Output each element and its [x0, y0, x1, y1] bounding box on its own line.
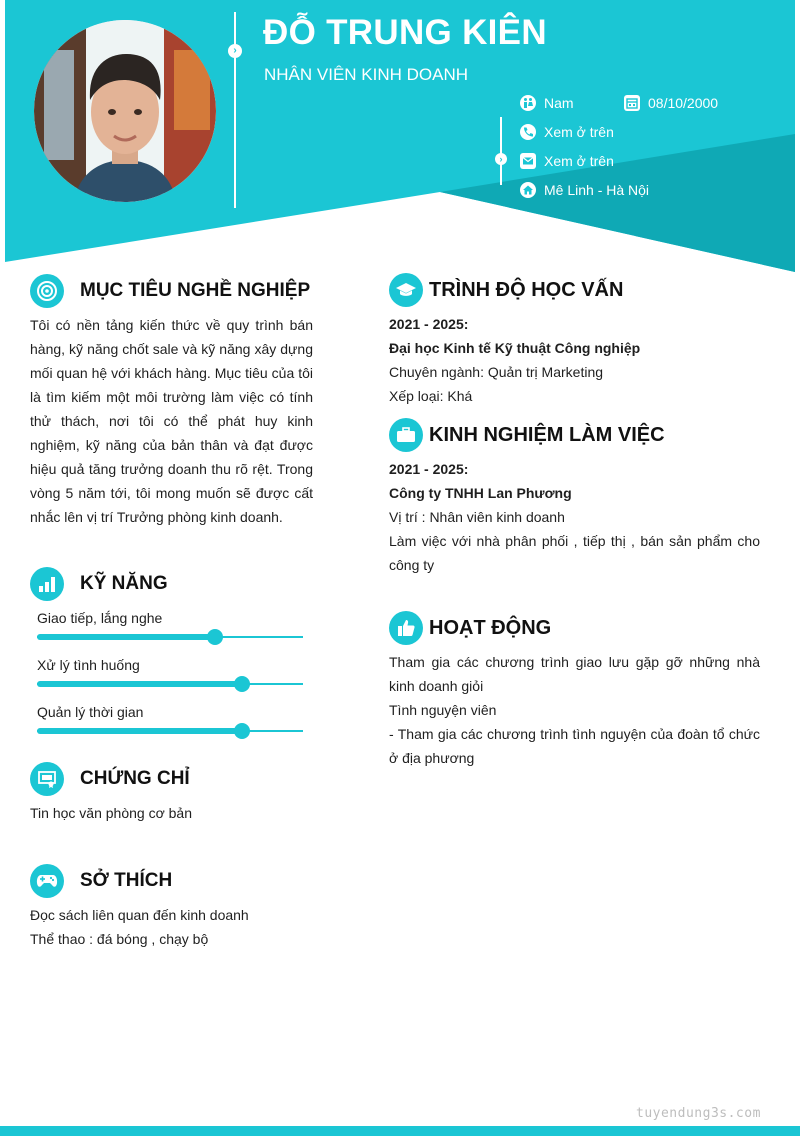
- school-name: Đại học Kinh tế Kỹ thuật Công nghiệp: [389, 340, 641, 356]
- phone-icon: [520, 124, 536, 140]
- chevron-right-icon: ›: [495, 153, 507, 165]
- skill-bar-knob: [234, 676, 250, 692]
- briefcase-icon: [389, 418, 423, 452]
- home-icon: [520, 182, 536, 198]
- activities-heading: [389, 611, 551, 645]
- certificate-icon: [30, 762, 64, 796]
- birthday-value: 08/10/2000: [648, 95, 719, 111]
- phone-value: Xem ở trên: [544, 124, 614, 140]
- target-icon: [30, 274, 64, 308]
- contact-divider: [500, 117, 502, 185]
- job-title: NHÂN VIÊN KINH DOANH: [264, 65, 469, 84]
- certificates-title: CHỨNG CHỈ: [80, 768, 190, 789]
- header-banner: [0, 0, 800, 275]
- calendar-icon: [624, 95, 640, 111]
- activities-list: [389, 650, 760, 770]
- hobby-item: Thể thao : đá bóng , chạy bộ: [30, 931, 209, 947]
- phone-info: [520, 124, 614, 140]
- skills-heading: [30, 567, 168, 601]
- skill-bar: [37, 636, 303, 638]
- email-info: [520, 153, 614, 169]
- job-position: Vị trí : Nhân viên kinh doanh: [389, 509, 565, 525]
- experience-heading: [389, 418, 665, 452]
- skill-bar-knob: [207, 629, 223, 645]
- watermark: tuyendung3s.com: [636, 1106, 761, 1121]
- experience-details: [389, 457, 760, 577]
- skill-label: Giao tiếp, lắng nghe: [37, 610, 163, 626]
- skill-bar: [37, 683, 303, 685]
- skill-bar-fill: [37, 681, 242, 687]
- hobbies-list: [30, 903, 249, 951]
- header-divider: [234, 12, 236, 208]
- objective-heading: [30, 274, 310, 308]
- avatar: [34, 20, 216, 202]
- birthday-info: [624, 95, 718, 111]
- email-value: Xem ở trên: [544, 153, 614, 169]
- education-heading: [389, 273, 623, 307]
- envelope-icon: [520, 153, 536, 169]
- certificate-item: Tin học văn phòng cơ bản: [30, 805, 192, 821]
- objective-title: MỤC TIÊU NGHỀ NGHIỆP: [80, 280, 311, 301]
- experience-period: 2021 - 2025:: [389, 461, 469, 477]
- gender-icon: [520, 95, 536, 111]
- gamepad-icon: [30, 864, 64, 898]
- skill-label: Quản lý thời gian: [37, 704, 144, 720]
- hobby-item: Đọc sách liên quan đến kinh doanh: [30, 907, 249, 923]
- activities-title: HOẠT ĐỘNG: [429, 616, 552, 639]
- certificates-heading: [30, 762, 190, 796]
- skill-bar: [37, 730, 303, 732]
- graduation-cap-icon: [389, 273, 423, 307]
- skill-bar-fill: [37, 728, 242, 734]
- hobbies-heading: [30, 864, 172, 898]
- hobbies-title: SỞ THÍCH: [80, 870, 173, 891]
- bar-chart-icon: [30, 567, 64, 601]
- skill-bar-fill: [37, 634, 215, 640]
- thumbs-up-icon: [389, 611, 423, 645]
- activity-item: - Tham gia các chương trình tình nguyện của đoàn tổ chức ở địa phương: [389, 726, 760, 766]
- address-info: [520, 182, 649, 198]
- address-value: Mê Linh - Hà Nội: [544, 182, 650, 198]
- skill-label: Xử lý tình huống: [37, 657, 140, 673]
- skills-title: KỸ NĂNG: [80, 573, 168, 594]
- candidate-name: ĐỖ TRUNG KIÊN: [263, 13, 547, 52]
- activity-item: Tham gia các chương trình giao lưu gặp gỡ những nhà kinh doanh giỏi: [389, 654, 760, 694]
- objective-text: Tôi có nền tảng kiến thức về quy trình bán hàng, kỹ năng chốt sale và kỹ năng xây dựng mối quan hệ với khách hàng. Mục tiêu của tôi là tìm kiếm một môi trường làm việc có tính thử thách, nơi tôi có thể phát huy kinh nghiệm, kỹ năng của bản thân và đạt được hiệu quả tăng trưởng doanh thu rõ rệt. Trong vòng 5 năm tới, tôi mong muốn sẽ được cất nhắc lên vị trí Trưởng phòng kinh doanh.: [30, 317, 313, 525]
- bottom-bar: [0, 1126, 800, 1136]
- education-details: [389, 312, 640, 408]
- education-title: TRÌNH ĐỘ HỌC VẤN: [429, 278, 624, 301]
- company-name: Công ty TNHH Lan Phương: [389, 485, 572, 501]
- activity-item: Tình nguyện viên: [389, 702, 497, 718]
- chevron-right-icon: ›: [228, 44, 242, 58]
- education-major: Chuyên ngành: Quản trị Marketing: [389, 364, 604, 380]
- education-grade: Xếp loại: Khá: [389, 388, 473, 404]
- education-period: 2021 - 2025:: [389, 316, 469, 332]
- experience-title: KINH NGHIỆM LÀM VIỆC: [429, 423, 665, 446]
- skill-bar-knob: [234, 723, 250, 739]
- gender-value: Nam: [544, 95, 574, 111]
- gender-info: [520, 95, 574, 111]
- job-description: Làm việc với nhà phân phối , tiếp thị , bán sản phẩm cho công ty: [389, 533, 760, 573]
